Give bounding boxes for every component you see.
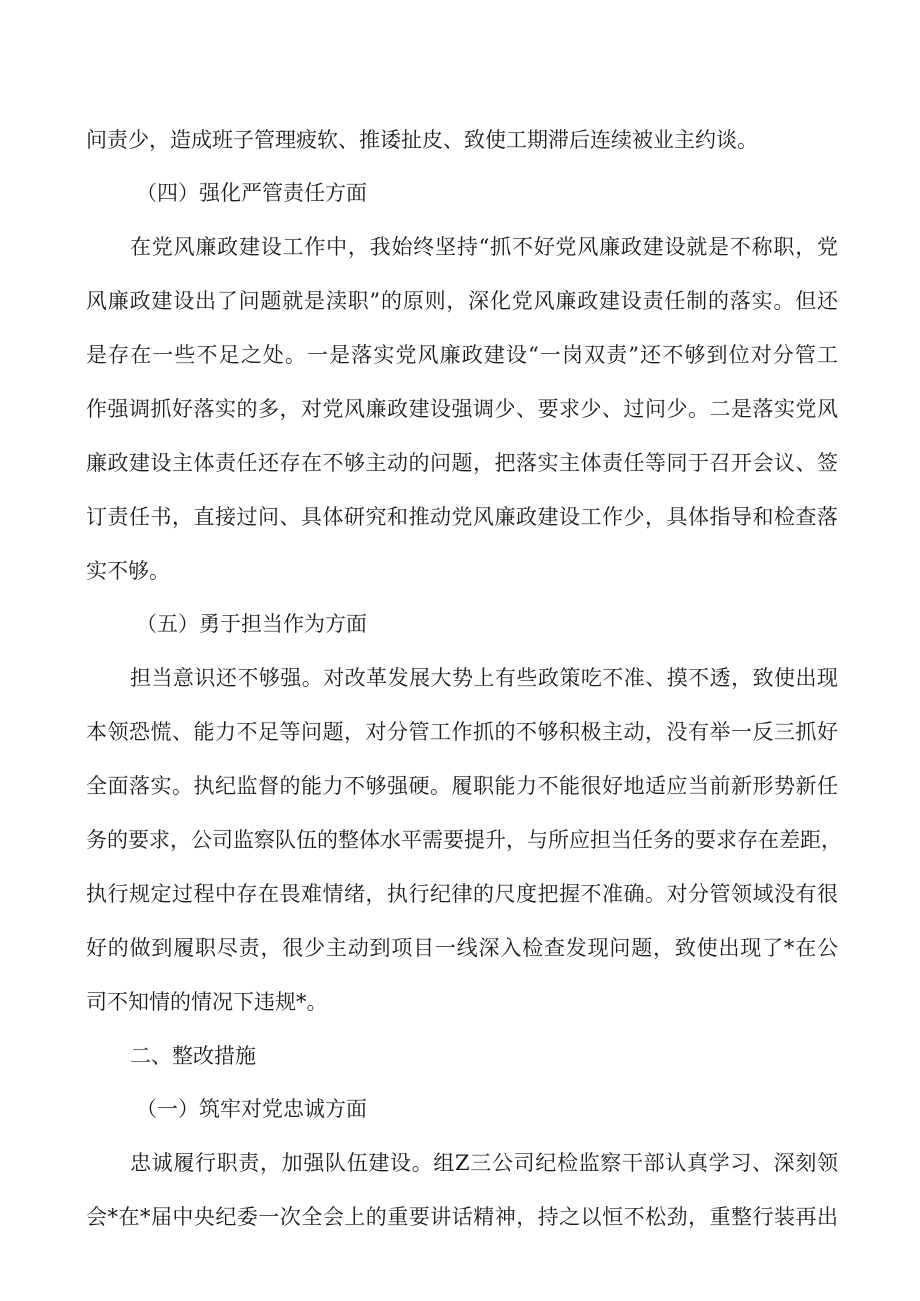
body-text-line: 作强调抓好落实的多，对党风廉政建设强调少、要求少、过问少。二是落实党风 [86,397,838,421]
subsection-heading: （一）筑牢对党忠诚方面 [136,1097,367,1121]
body-text-line: 忠诚履行职责，加强队伍建设。组Z三公司纪检监察干部认真学习、深刻领 [130,1151,838,1175]
body-text-line: 担当意识还不够强。对改革发展大势上有些政策吃不准、摸不透，致使出现 [130,666,838,690]
body-text-line: 订责任书，直接过问、具体研究和推动党风廉政建设工作少，具体指导和检查落 [86,505,838,529]
body-text-line: 实不够。 [86,559,170,583]
body-text-line: 会*在*届中央纪委一次全会上的重要讲话精神，持之以恒不松劲，重整行装再出 [86,1205,838,1229]
subsection-heading: （五）勇于担当作为方面 [136,612,367,636]
body-text-line: 司不知情的情况下违规*。 [86,990,328,1014]
body-text-line: 问责少，造成班子管理疲软、推诿扯皮、致使工期滞后连续被业主约谈。 [86,128,758,152]
body-text-line: 本领恐慌、能力不足等问题，对分管工作抓的不够积极主动，没有举一反三抓好 [86,720,838,744]
body-text-line: 好的做到履职尽责，很少主动到项目一线深入检查发现问题，致使出现了*在公 [86,936,838,960]
body-text-line: 全面落实。执纪监督的能力不够强硬。履职能力不能很好地适应当前新形势新任 [86,774,838,798]
body-text-line: 是存在一些不足之处。一是落实党风廉政建设“一岗双责”还不够到位对分管工 [86,343,838,367]
body-text-line: 执行规定过程中存在畏难情绪，执行纪律的尺度把握不准确。对分管领域没有很 [86,882,838,906]
section-heading: 二、整改措施 [130,1044,256,1068]
body-text-line: 在党风廉政建设工作中，我始终坚持“抓不好党风廉政建设就是不称职，党 [130,235,838,259]
body-text-line: 风廉政建设出了问题就是渎职”的原则，深化党风廉政建设责任制的落实。但还 [86,289,838,313]
body-text-line: 廉政建设主体责任还存在不够主动的问题，把落实主体责任等同于召开会议、签 [86,451,838,475]
subsection-heading: （四）强化严管责任方面 [136,181,367,205]
body-text-line: 务的要求，公司监察队伍的整体水平需要提升，与所应担当任务的要求存在差距， [86,828,842,852]
